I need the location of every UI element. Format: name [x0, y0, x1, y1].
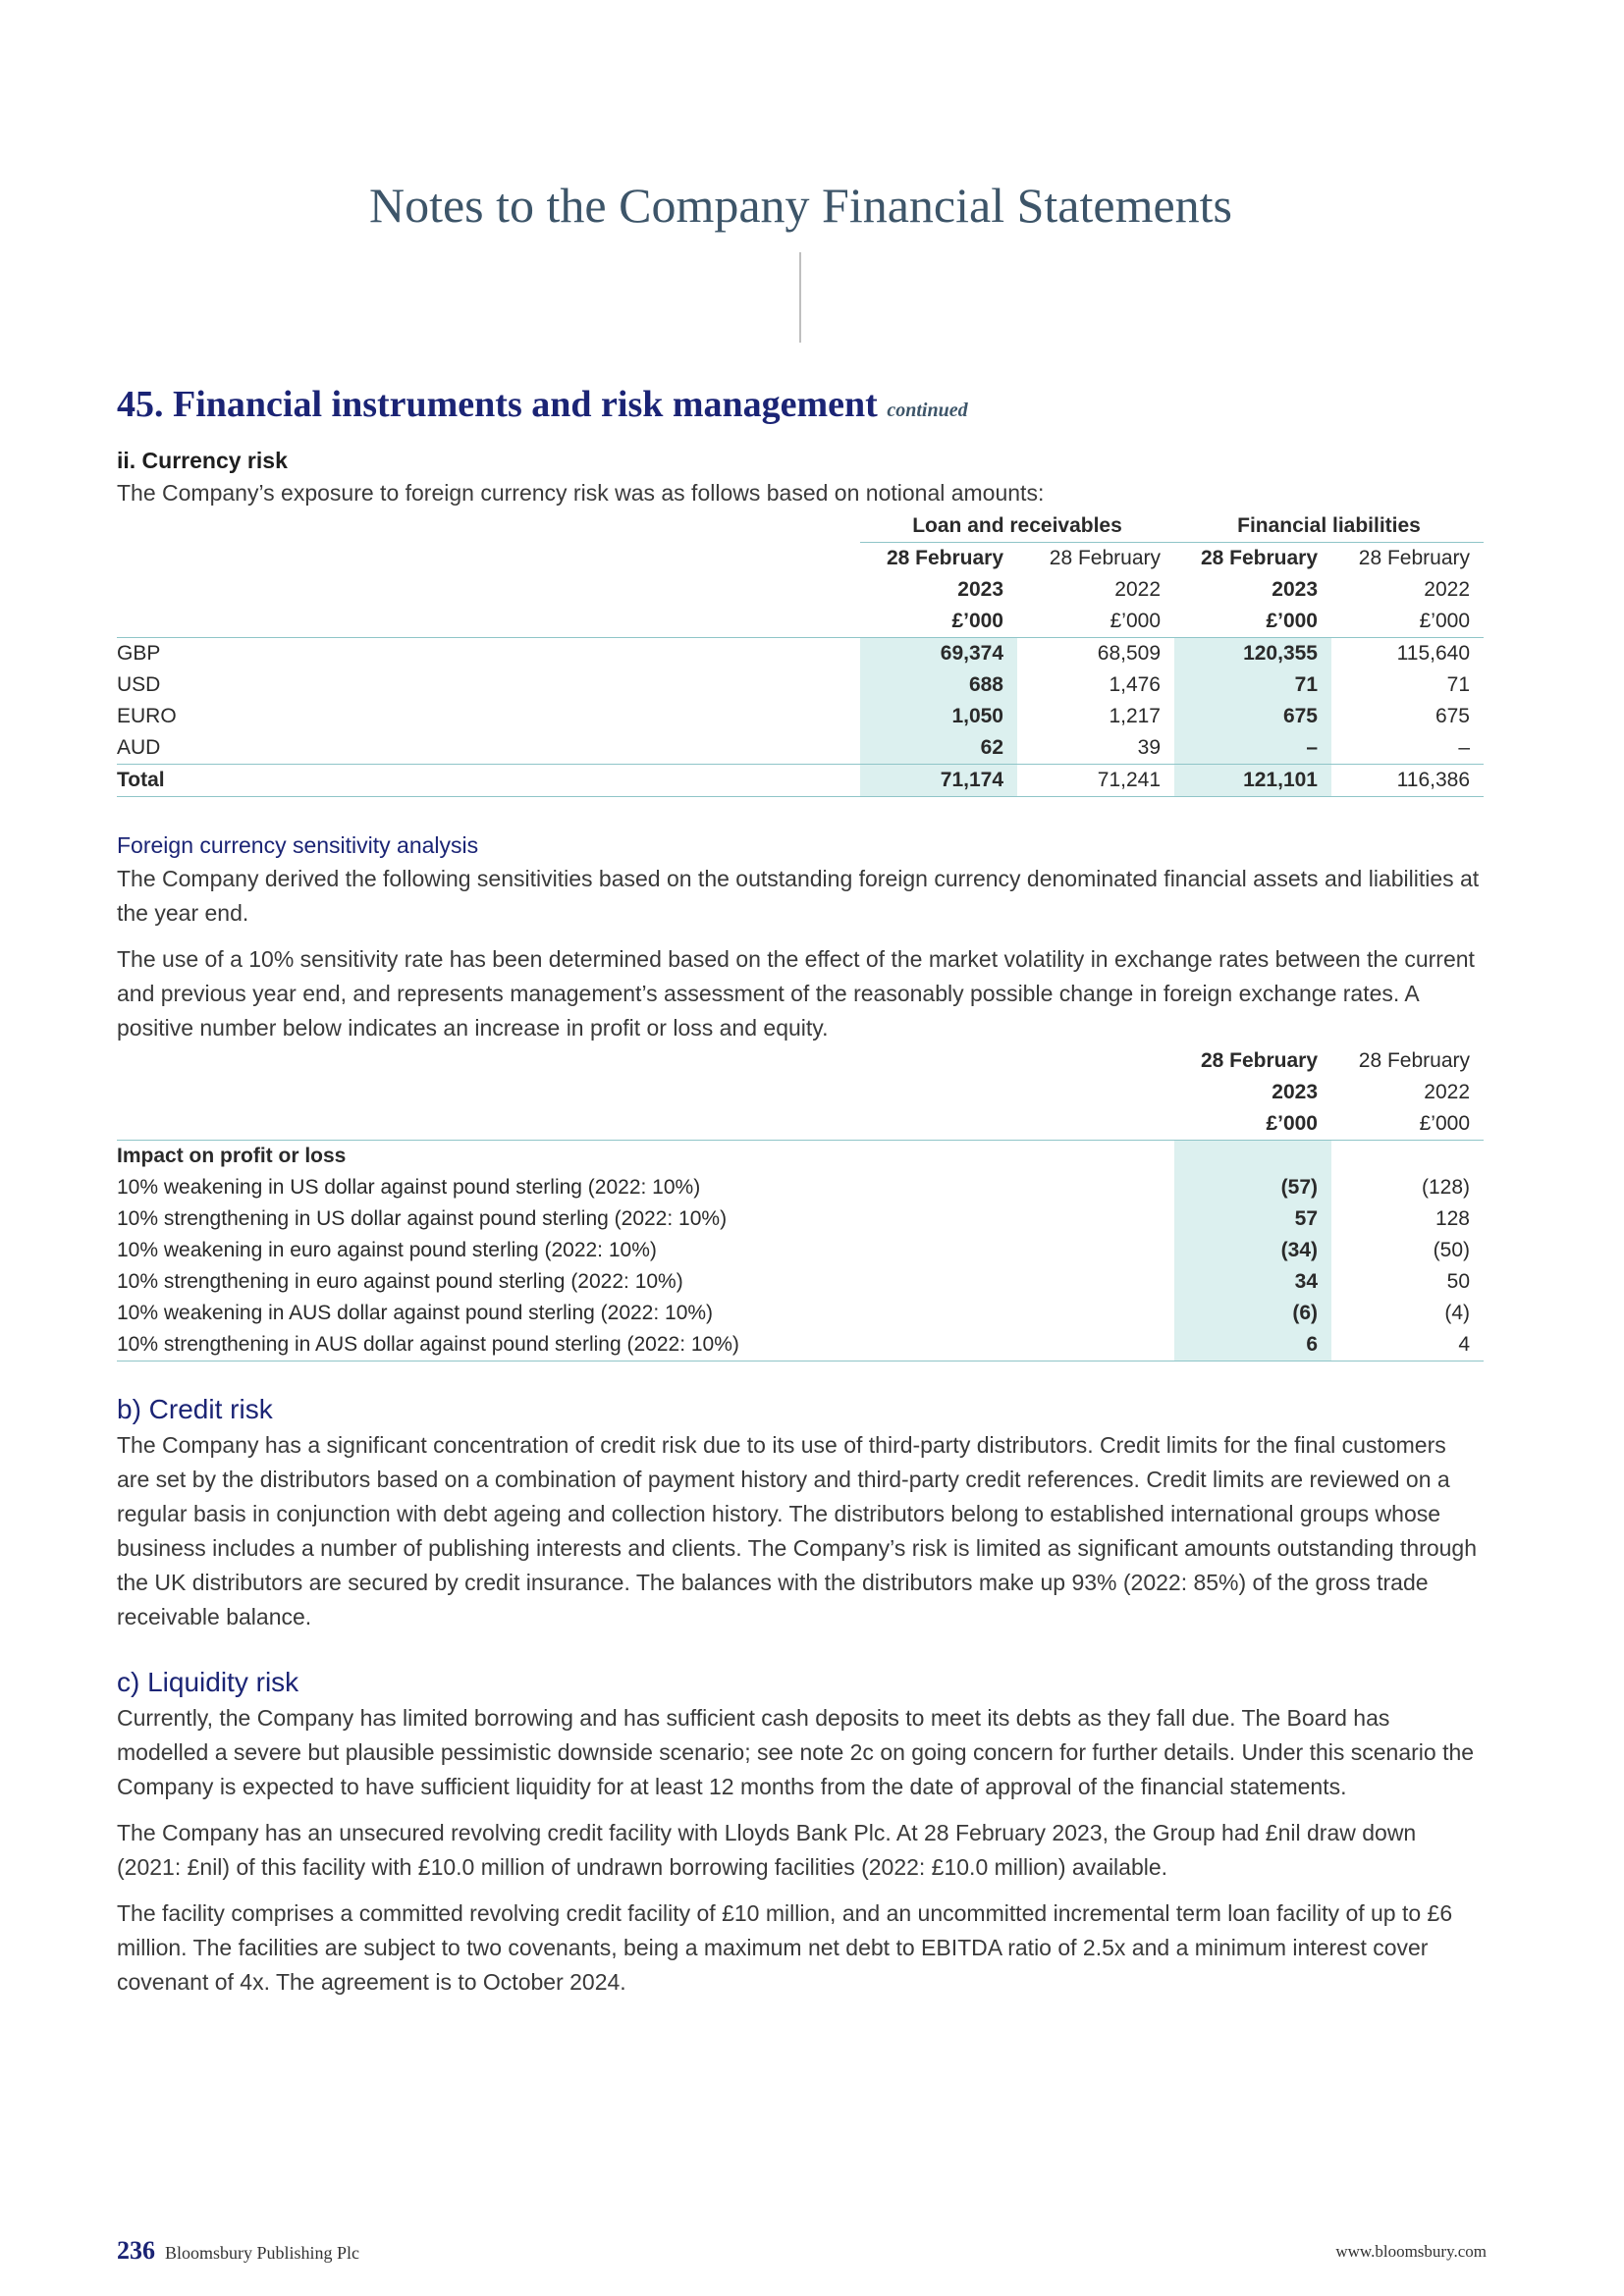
- cell: 1,050: [860, 701, 1017, 732]
- cell: 62: [860, 732, 1017, 765]
- liquidity-risk-heading: c) Liquidity risk: [117, 1667, 299, 1697]
- cell: 71: [1174, 669, 1331, 701]
- row-label: 10% weakening in US dollar against pound sterling (2022: 10%): [117, 1176, 701, 1199]
- group-loans-receivables: Loan and receivables: [860, 510, 1174, 543]
- cell: (4): [1444, 1302, 1470, 1324]
- col-header: 2022: [1424, 578, 1470, 601]
- row-label: 10% weakening in AUS dollar against pound sterling (2022: 10%): [117, 1302, 714, 1324]
- total-label: Total: [117, 765, 860, 797]
- sensitivity-para-2: The use of a 10% sensitivity rate has been determined based on the effect of the market volatility in exchange rates between the current and previous year end, and represents management’s assessment of the reasonably possible change in foreign exchange rates. A positive number below indicates an increase in profit or loss and equity.: [117, 946, 1475, 1041]
- cell: 39: [1137, 736, 1161, 759]
- row-label: 10% strengthening in US dollar against pound sterling (2022: 10%): [117, 1207, 728, 1230]
- col-header: £’000: [1174, 1108, 1331, 1141]
- row-label: EURO: [117, 705, 177, 727]
- col-header: £’000: [1331, 606, 1484, 638]
- col-header: 28 February: [886, 547, 1003, 569]
- table-row: [117, 1203, 1484, 1235]
- row-label: AUD: [117, 736, 161, 759]
- credit-risk-para: The Company has a significant concentration of credit risk due to its use of third-party distributors. Credit limits for the final customers are set by the distributors based on a combination of payment history and third-party credit references. Credit limits are reviewed on a regular basis in conjunction with debt ageing and collection history. The distributors belong to established international groups whose business includes a number of publishing interests and clients. The Company’s risk is limited as significant amounts outstanding through the UK distributors are secured by credit insurance. The balances with the distributors make up 93% (2022: 85%) of the gross trade receivable balance.: [117, 1432, 1478, 1629]
- table-row: [117, 732, 1484, 765]
- currency-exposure-table: [117, 510, 1484, 797]
- col-header: £’000: [860, 606, 1017, 638]
- table-row: [117, 1172, 1484, 1203]
- col-header: £’000: [1174, 606, 1331, 638]
- col-header: 2022: [1424, 1081, 1470, 1103]
- publisher-name: Bloomsbury Publishing Plc: [165, 2243, 360, 2263]
- cell: 675: [1435, 705, 1470, 727]
- table-row: [117, 1235, 1484, 1266]
- footer-left: [117, 2236, 359, 2266]
- table-row: [117, 1298, 1484, 1329]
- total-row: [117, 765, 1484, 797]
- cell: 116,386: [1331, 765, 1484, 797]
- table-row: [117, 669, 1484, 701]
- col-header: 28 February: [1358, 1049, 1470, 1072]
- col-header: 28 February: [1200, 1049, 1318, 1072]
- cell: –: [1174, 732, 1331, 765]
- row-label: 10% weakening in euro against pound sterling (2022: 10%): [117, 1239, 657, 1261]
- section-title: 45. Financial instruments and risk management: [117, 384, 878, 425]
- page-number: 236: [117, 2236, 155, 2265]
- footer-website: www.bloomsbury.com: [1335, 2242, 1487, 2261]
- row-label: 10% strengthening in AUS dollar against pound sterling (2022: 10%): [117, 1329, 1174, 1362]
- row-label: USD: [117, 673, 161, 696]
- cell: 675: [1174, 701, 1331, 732]
- cell: 69,374: [860, 638, 1017, 670]
- liquidity-para-3: The facility comprises a committed revolving credit facility of £10 million, and an uncommitted incremental term loan facility of up to £6 million. The facilities are subject to two covenants, being a maximum net debt to EBITDA ratio of 2.5x and a minimum interest cover covenant of 4x. The agreement is to October 2024.: [117, 1900, 1453, 1995]
- sensitivity-heading: Foreign currency sensitivity analysis: [117, 832, 479, 858]
- currency-risk-intro: The Company’s exposure to foreign currency risk was as follows based on notional amounts:: [117, 480, 1045, 506]
- sensitivity-table: [117, 1045, 1484, 1362]
- liquidity-para-1: Currently, the Company has limited borrowing and has sufficient cash deposits to meet its debts as they fall due. The Board has modelled a severe but plausible pessimistic downside scenario; see note 2c on going concern for further details. Under this scenario the Company is expected to have sufficient liquidity for at least 12 months from the date of approval of the financial statements.: [117, 1705, 1475, 1799]
- col-header: £’000: [1331, 1108, 1484, 1141]
- table-row: [117, 638, 1484, 670]
- cell: –: [1458, 736, 1470, 759]
- cell: 57: [1174, 1203, 1331, 1235]
- cell: 115,640: [1396, 642, 1470, 665]
- credit-risk-heading: b) Credit risk: [117, 1394, 273, 1424]
- col-header: 2022: [1114, 578, 1161, 601]
- col-header: 2023: [1272, 1081, 1318, 1103]
- col-header: 28 February: [1200, 547, 1318, 569]
- currency-risk-subheading: ii. Currency risk: [117, 448, 288, 473]
- col-header: 2023: [957, 578, 1003, 601]
- page-title: Notes to the Company Financial Statements: [368, 177, 1233, 233]
- title-divider: [799, 252, 801, 343]
- cell: (34): [1174, 1235, 1331, 1266]
- cell: (57): [1174, 1172, 1331, 1203]
- cell: (6): [1174, 1298, 1331, 1329]
- cell: 71,241: [1017, 765, 1174, 797]
- impact-label: Impact on profit or loss: [117, 1145, 347, 1167]
- table-row: [117, 701, 1484, 732]
- col-header: 28 February: [1049, 547, 1161, 569]
- cell: (128): [1421, 1176, 1470, 1199]
- main-content: [117, 376, 1484, 2000]
- cell: 34: [1174, 1266, 1331, 1298]
- continued-label: continued: [887, 400, 968, 421]
- table-row: [117, 1266, 1484, 1298]
- cell: 71: [1446, 673, 1470, 696]
- cell: 4: [1331, 1329, 1484, 1362]
- cell: 6: [1174, 1329, 1331, 1362]
- cell: 120,355: [1174, 638, 1331, 670]
- cell: 1,217: [1109, 705, 1161, 727]
- cell: 128: [1435, 1207, 1470, 1230]
- col-header: £’000: [1017, 606, 1174, 638]
- liquidity-para-2: The Company has an unsecured revolving credit facility with Lloyds Bank Plc. At 28 February 2023, the Group had £nil draw down (2021: £nil) of this facility with £10.0 million of undrawn borrowing facilities (2022: £10.0 million) available.: [117, 1820, 1417, 1880]
- group-financial-liabilities: Financial liabilities: [1174, 510, 1484, 543]
- row-label: GBP: [117, 642, 161, 665]
- cell: 688: [860, 669, 1017, 701]
- section-heading: [117, 376, 1484, 439]
- cell: 71,174: [860, 765, 1017, 797]
- col-header: 28 February: [1358, 547, 1470, 569]
- table-row: [117, 1329, 1484, 1362]
- sensitivity-para-1: The Company derived the following sensitivities based on the outstanding foreign currency denominated financial assets and liabilities at the year end.: [117, 866, 1480, 926]
- cell: 121,101: [1174, 765, 1331, 797]
- cell: 68,509: [1097, 642, 1161, 665]
- cell: 50: [1446, 1270, 1470, 1293]
- cell: 1,476: [1109, 673, 1161, 696]
- cell: (50): [1433, 1239, 1470, 1261]
- col-header: 2023: [1272, 578, 1318, 601]
- row-label: 10% strengthening in euro against pound sterling (2022: 10%): [117, 1270, 683, 1293]
